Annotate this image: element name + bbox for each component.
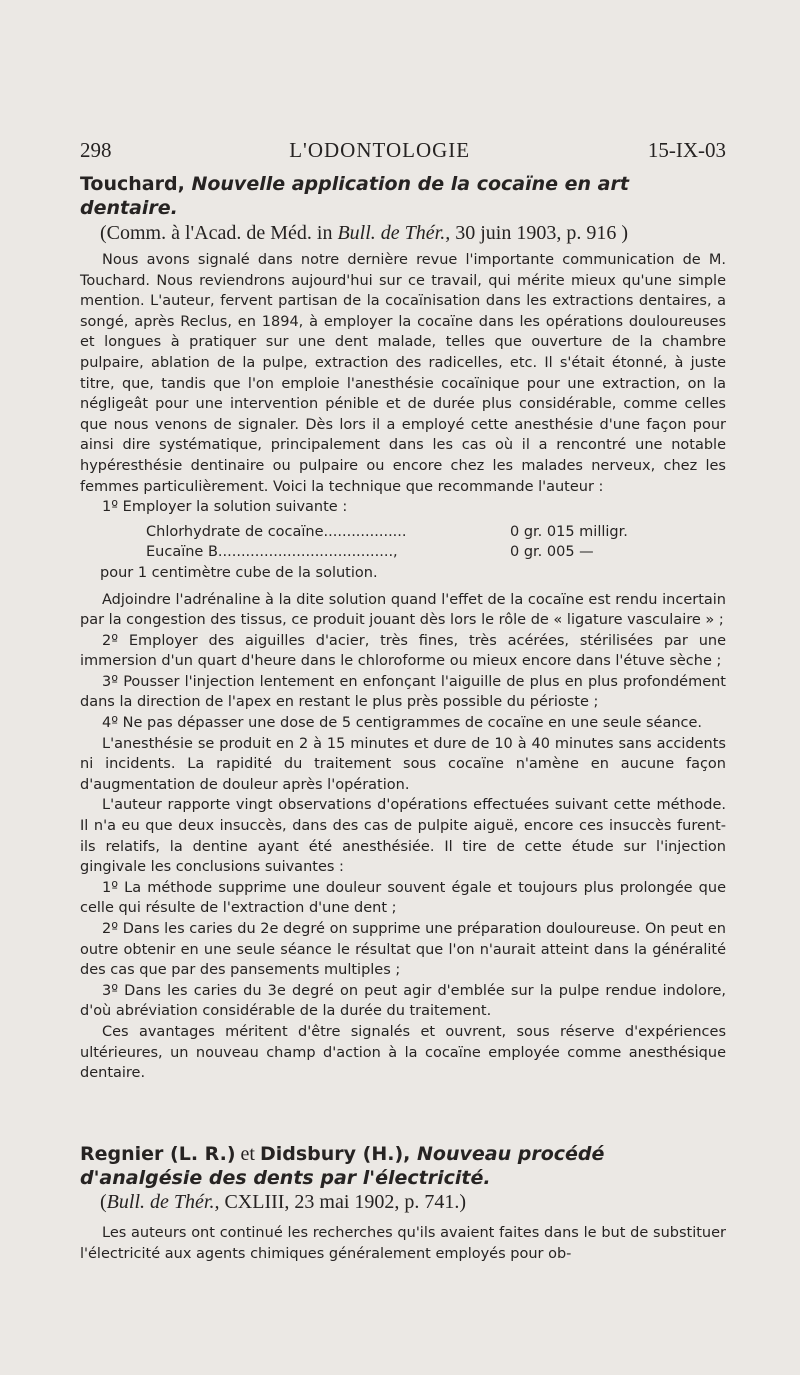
paragraph: 3º Dans les caries du 3e degré on peut agir d'emblée sur la pulpe rendue indolore, d'où abréviation considérable de la durée du traitement. bbox=[80, 982, 726, 1020]
paragraph: Les auteurs ont continué les recherches qu'ils avaient faites dans le but de substituer l'électricité aux agents chimiques généralement employés pour ob- bbox=[80, 1225, 726, 1262]
formula-row bbox=[80, 522, 726, 543]
ingredient-dose: 0 gr. 005 — bbox=[510, 544, 594, 561]
paragraph: 1º Employer la solution suivante : bbox=[102, 499, 348, 516]
article-heading bbox=[80, 1142, 726, 1190]
reference-journal: Bull. de Thér., bbox=[337, 222, 451, 244]
paragraph: L'auteur rapporte vingt observations d'opérations effectuées suivant cette méthode. Il n'a eu que deux insuccès, dans des cas de pulpite aiguë, encore ces insuccès furent-ils relatifs, la dentine ayant été anesthésiée. Il tire de cette étude sur l'injection gingivale les conclusions suivantes : bbox=[80, 797, 726, 876]
reference-suffix: CXLIII, 23 mai 1902, p. 741.) bbox=[219, 1191, 467, 1213]
ingredient-name: Chlorhydrate de cocaïne bbox=[146, 523, 324, 540]
article-heading bbox=[80, 172, 726, 220]
article-reference bbox=[80, 1190, 726, 1215]
paragraph: 1º La méthode supprime une douleur souvent égale et toujours plus prolongée que celle qui résulte de l'extraction d'une dent ; bbox=[80, 879, 726, 917]
formula-ingredient bbox=[146, 542, 510, 563]
article-regnier-didsbury bbox=[80, 1142, 726, 1264]
running-header bbox=[80, 138, 726, 163]
reference-journal: Bull. de Thér., bbox=[106, 1191, 220, 1213]
formula-row bbox=[80, 542, 726, 563]
article-body bbox=[80, 1223, 726, 1264]
article-title: Nouvelle application de la cocaïne en art dentaire. bbox=[80, 173, 629, 219]
page-number: 298 bbox=[80, 138, 112, 162]
article-title: Nouveau procédé d'analgésie des dents par l'électricité. bbox=[80, 1143, 605, 1189]
paragraph: Adjoindre l'adrénaline à la dite solution quand l'effet de la cocaïne est rendu incertain par la congestion des tissus, ce produit jouant dès lors le rôle de « ligature vasculaire » ; bbox=[80, 591, 726, 629]
journal-title: L'ODONTOLOGIE bbox=[289, 138, 471, 162]
reference-suffix: 30 juin 1903, p. 916 ) bbox=[450, 222, 629, 244]
paragraph: Nous avons signalé dans notre dernière revue l'importante communication de M. Touchard. Nous reviendrons aujourd'hui sur ce travail, qui mérite mieux qu'une simple mention. L'auteur, fervent partisan de la cocaïnisation dans les extractions dentaires, a songé, après Reclus, en 1894, à employer la cocaïne dans les opérations douloureuses et longues à pratiquer sur une dent malade, telles que ouverture de la chambre pulpaire, ablation de la pulpe, extraction des radicelles, etc. Il s'était étonné, à juste titre, que, tandis que l'on emploie l'anesthésie cocaïnique pour une extraction, on la négligeât pour une intervention pénible et de durée plus considérable, comme celles que nous venons de signaler. Dès lors il a employé cette anesthésie d'une façon pour ainsi dire systématique, principalement dans les cas où il a rencontré une notable hypéresthésie dentinaire ou pulpaire ou encore chez les malades nerveux, chez les femmes particulièrement. Voici la technique que recommande l'auteur : bbox=[80, 252, 726, 495]
paragraph: 3º Pousser l'injection lentement en enfonçant l'aiguille de plus en plus profondément dans la direction de l'apex en restant le plus près possible du périoste ; bbox=[80, 673, 726, 711]
article-reference bbox=[80, 220, 726, 246]
formula-ingredient bbox=[146, 522, 510, 543]
article-body bbox=[80, 250, 726, 1084]
article-author: Regnier (L. R.) bbox=[80, 1143, 236, 1165]
ingredient-dose: 0 gr. 015 milligr. bbox=[510, 523, 628, 540]
paragraph: 4º Ne pas dépasser une dose de 5 centigrammes de cocaïne en une seule séance. bbox=[102, 715, 703, 732]
paragraph: Ces avantages méritent d'être signalés et ouvrent, sous réserve d'expériences ultérieures, un nouveau champ d'action à la cocaïne employée comme anesthésique dentaire. bbox=[80, 1023, 726, 1082]
leader-dots: .................. bbox=[323, 523, 407, 540]
article-author: Touchard, bbox=[80, 173, 185, 195]
issue-date: 15-IX-03 bbox=[647, 138, 726, 162]
article-touchard bbox=[80, 172, 726, 1084]
author-conjunction: et bbox=[235, 1143, 260, 1165]
formula-note: pour 1 centimètre cube de la solution. bbox=[100, 564, 378, 581]
leader-dots: ......................................, bbox=[217, 544, 398, 561]
formula bbox=[80, 522, 726, 584]
paragraph: 2º Dans les caries du 2e degré on supprime une préparation douloureuse. On peut en outre obtenir en une seule séance le résultat que l'on n'aurait atteint dans la généralité des cas que par des pansements multiples ; bbox=[80, 921, 726, 979]
ingredient-name: Eucaïne B bbox=[146, 544, 218, 561]
paragraph: 2º Employer des aiguilles d'acier, très fines, très acérées, stérilisées par une immersion d'un quart d'heure dans le chloroforme ou mieux encore dans l'étuve sèche ; bbox=[80, 632, 726, 670]
paragraph: L'anesthésie se produit en 2 à 15 minutes et dure de 10 à 40 minutes sans accidents ni incidents. La rapidité du traitement sous cocaïne n'amène en aucune façon d'augmentation de douleur après l'opération. bbox=[80, 735, 726, 793]
reference-prefix: (Comm. à l'Acad. de Méd. in bbox=[100, 222, 338, 244]
reference-prefix: ( bbox=[100, 1191, 107, 1213]
article-author: Didsbury (H.), bbox=[259, 1143, 411, 1165]
